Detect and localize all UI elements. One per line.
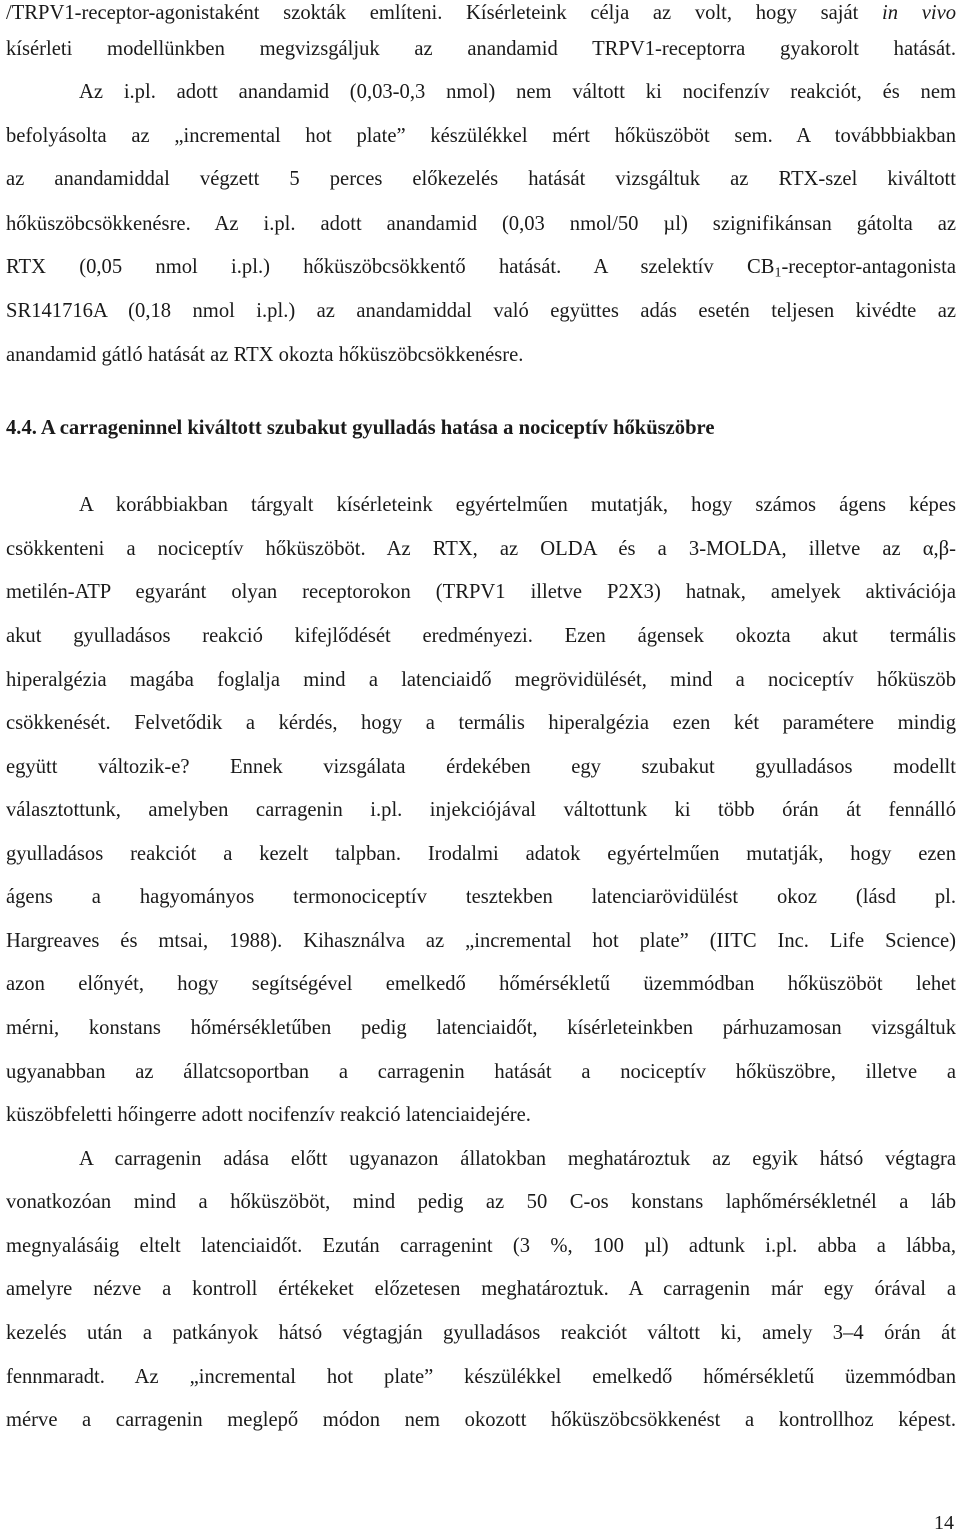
text-line: RTX (0,05 nmol i.pl.) hőküszöbcsökkentő hatását. A szelektív $CB_1-receptor$-antagonista (6, 256, 956, 281)
text-line: csökkenését. Felvetődik a kérdés, hogy a termális hiperalgézia ezen két paramétere mindig (6, 712, 956, 734)
text-line: vonatkozóan mind a hőküszöböt, mind pedig az 50 C-os konstans laphőmérsékletnél a láb (6, 1191, 956, 1213)
text-line: ugyanabban az állatcsoportban a carragenin hatását a nociceptív hőküszöbre, illetve a (6, 1061, 956, 1083)
text-line: kísérleti modellünkben megvizsgáljuk az anandamid TRPV1-receptorra gyakorolt hatását. (6, 38, 956, 60)
text-line: ágens a hagyományos termonociceptív tesztekben latenciarövidülést okoz (lásd pl. (6, 886, 956, 908)
text-line: amelyre nézve a kontroll értékeket előzetesen meghatároztuk. A carragenin már egy órával a (6, 1278, 956, 1300)
text-line: anandamid gátló hatását az RTX okozta hőküszöbcsökkenésre. (6, 344, 524, 366)
text-line: A carragenin adása előtt ugyanazon állatokban meghatároztuk az egyik hátsó végtagra (79, 1148, 956, 1170)
text-line: /TRPV1-receptor-agonistaként szokták említeni. Kísérleteink célja az volt, hogy saját in vivo (6, 2, 956, 24)
text-line: befolyásolta az „incremental hot plate” készülékkel mért hőküszöböt sem. A továbbbiakban (6, 125, 956, 147)
text-line: küszöbfeletti hőingerre adott nocifenzív reakció latenciaidejére. (6, 1104, 531, 1126)
page-number: 14 (934, 1512, 954, 1534)
text-line: azon előnyét, hogy segítségével emelkedő hőmérsékletű üzemmódban hőküszöböt lehet (6, 973, 956, 995)
text-line: SR141716A (0,18 nmol i.pl.) az anandamiddal való együttes adás esetén teljesen kivédte az (6, 300, 956, 322)
text-line: Az i.pl. adott anandamid (0,03-0,3 nmol) nem váltott ki nocifenzív reakciót, és nem (79, 81, 956, 103)
text-line: metilén-ATP egyaránt olyan receptorokon (TRPV1 illetve P2X3) hatnak, amelyek aktivációja (6, 581, 956, 603)
text-line: választottunk, amelyben carragenin i.pl. injekciójával váltottunk ki több órán át fennálló (6, 799, 956, 821)
section-heading: 4.4. A carrageninnel kiváltott szubakut gyulladás hatása a nociceptív hőküszöbre (6, 417, 715, 439)
text-line: hőküszöbcsökkenésre. Az i.pl. adott anandamid (0,03 nmol/50 µl) szignifikánsan gátolta az (6, 213, 956, 235)
text-line: csökkenteni a nociceptív hőküszöböt. Az RTX, az OLDA és a 3-MOLDA, illetve az α,β- (6, 538, 956, 560)
text-line: mérni, konstans hőmérsékletűben pedig latenciaidőt, kísérleteinkben párhuzamosan vizsgáltuk (6, 1017, 956, 1039)
text-line: megnyalásáig eltelt latenciaidőt. Ezután carragenint (3 %, 100 µl) adtunk i.pl. abba a lábba, (6, 1235, 956, 1257)
text-line: hiperalgézia magába foglalja mind a latenciaidő megrövidülését, mind a nociceptív hőküszöb (6, 669, 956, 691)
text-line: gyulladásos reakciót a kezelt talpban. Irodalmi adatok egyértelműen mutatják, hogy ezen (6, 843, 956, 865)
text-line: akut gyulladásos reakció kifejlődését eredményezi. Ezen ágensek okozta akut termális (6, 625, 956, 647)
text-line: mérve a carragenin meglepő módon nem okozott hőküszöbcsökkenést a kontrollhoz képest. (6, 1409, 956, 1431)
text-line: A korábbiakban tárgyalt kísérleteink egyértelműen mutatják, hogy számos ágens képes (79, 494, 956, 516)
subscript: 1 (774, 265, 782, 281)
text-line: az anandamiddal végzett 5 perces előkezelés hatását vizsgáltuk az RTX-szel kiváltott (6, 168, 956, 190)
italic-term: in vivo (882, 2, 956, 24)
text-line: fennmaradt. Az „incremental hot plate” készülékkel emelkedő hőmérsékletű üzemmódban (6, 1366, 956, 1388)
text-line: kezelés után a patkányok hátsó végtagján gyulladásos reakciót váltott ki, amely 3–4 órán át (6, 1322, 956, 1344)
text-line: Hargreaves és mtsai, 1988). Kihasználva az „incremental hot plate” (IITC Inc. Life Science) (6, 930, 956, 952)
text-line: együtt változik-e? Ennek vizsgálata érdekében egy szubakut gyulladásos modellt (6, 756, 956, 778)
